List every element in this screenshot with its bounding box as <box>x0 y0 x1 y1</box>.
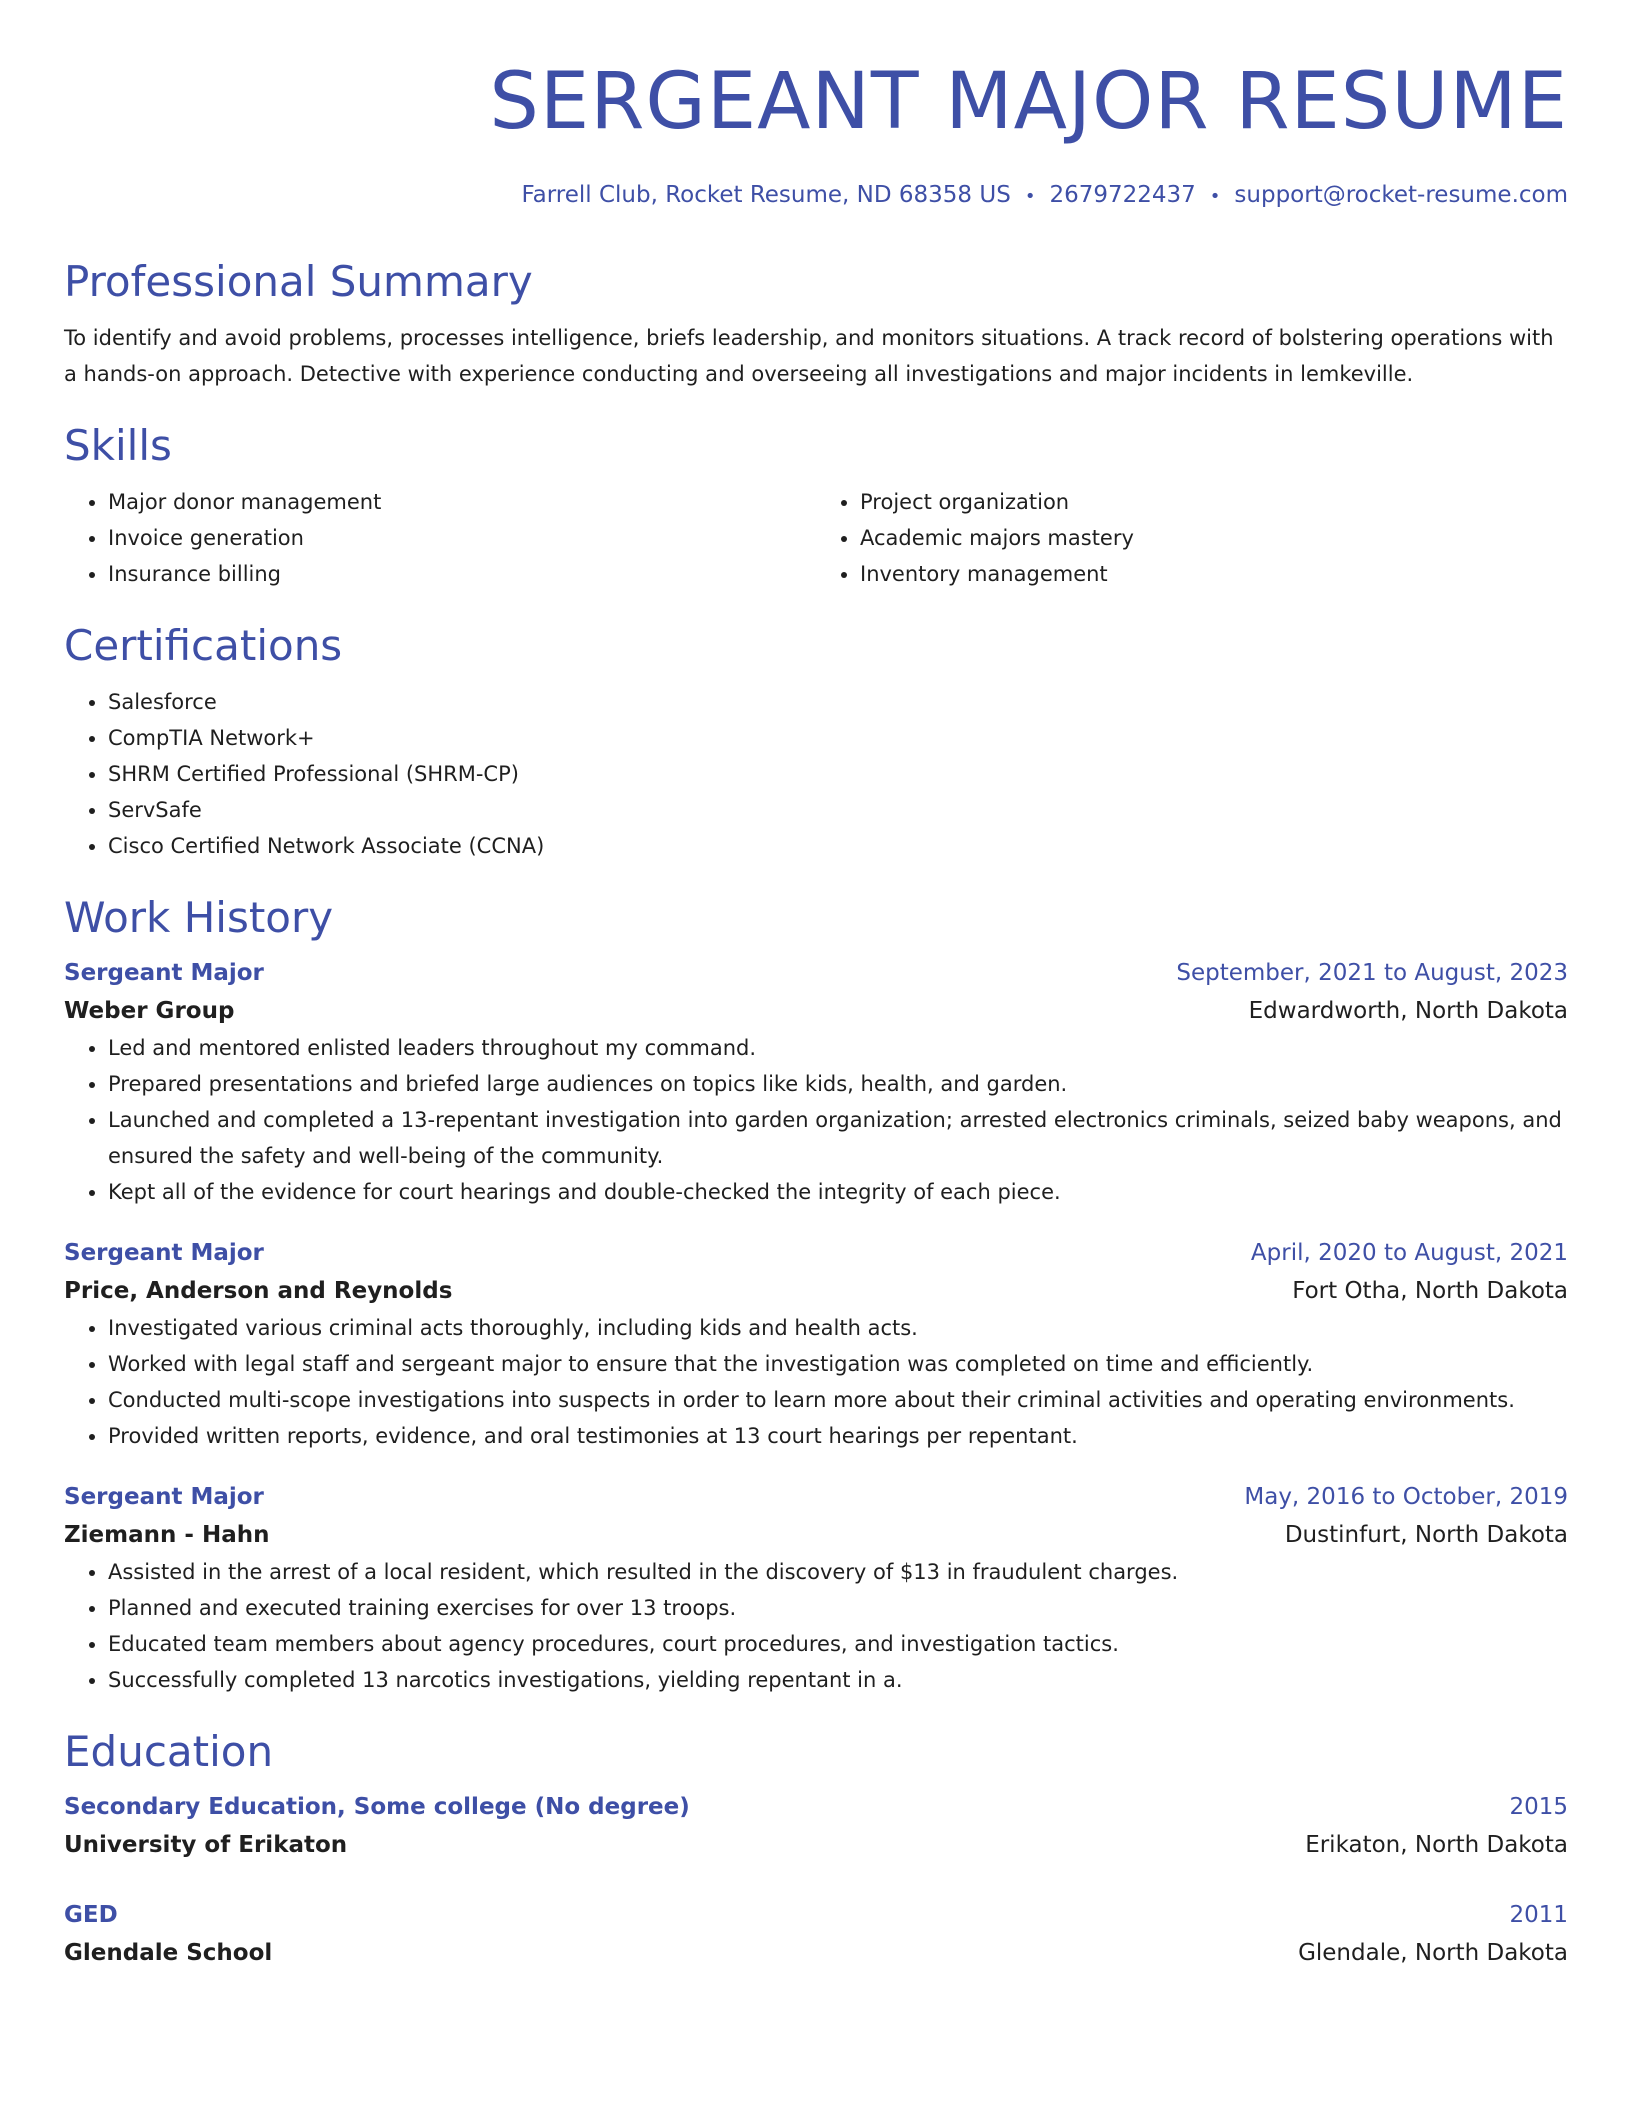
job-entry <box>64 1478 1568 1698</box>
education-section <box>64 1724 1568 1972</box>
education-school-row <box>64 1826 1568 1864</box>
certification-item: • Cisco Certified Network Associate (CCNA) <box>108 828 1568 864</box>
contact-separator: • <box>1024 186 1036 207</box>
education-school: University of Erikaton <box>64 1832 348 1858</box>
education-year: 2011 <box>1509 1902 1568 1928</box>
summary-text: To identify and avoid problems, processes intelligence, briefs leadership, and monitors situations. A track record of bolstering operations with a hands-on approach. Detective with experience conducting and overseeing all investigations and major incidents in lemkeville. <box>64 326 1554 386</box>
job-bullet: • Prepared presentations and briefed large audiences on topics like kids, health, and garden. <box>108 1066 1568 1102</box>
education-school-row <box>64 1934 1568 1972</box>
job-bullets <box>64 1310 1568 1454</box>
contact-line <box>64 180 1568 212</box>
skill-item: • Academic majors mastery <box>860 520 1568 556</box>
skills-list-left <box>64 484 816 592</box>
job-bullet: • Kept all of the evidence for court hearings and double-checked the integrity of each piece. <box>108 1174 1568 1210</box>
job-bullet: • Assisted in the arrest of a local resident, which resulted in the discovery of $13 in fraudulent charges. <box>108 1554 1568 1590</box>
job-bullet: • Conducted multi-scope investigations into suspects in order to learn more about their criminal activities and operating environments. <box>108 1382 1568 1418</box>
section-title-education: Education <box>64 1727 274 1776</box>
skill-item: • Project organization <box>860 484 1568 520</box>
section-title-summary: Professional Summary <box>64 257 533 306</box>
job-location: Edwardworth, North Dakota <box>1248 998 1568 1024</box>
job-entry <box>64 1234 1568 1454</box>
education-location: Erikaton, North Dakota <box>1305 1832 1568 1858</box>
certification-item: • Salesforce <box>108 684 1568 720</box>
job-bullet: • Educated team members about agency procedures, court procedures, and investigation tactics. <box>108 1626 1568 1662</box>
job-bullet: • Planned and executed training exercises for over 13 troops. <box>108 1590 1568 1626</box>
education-entry <box>64 1896 1568 1972</box>
contact-phone: 2679722437 <box>1049 182 1196 208</box>
job-bullet: • Launched and completed a 13-repentant investigation into garden organization; arrested electronics criminals, seized baby weapons, and ensured the safety and well-being of the community. <box>108 1102 1568 1174</box>
job-bullet: • Led and mentored enlisted leaders throughout my command. <box>108 1030 1568 1066</box>
contact-separator: • <box>1209 186 1221 207</box>
education-degree: Secondary Education, Some college (No degree) <box>64 1794 690 1820</box>
contact-email[interactable]: support@rocket-resume.com <box>1234 182 1568 208</box>
job-company: Price, Anderson and Reynolds <box>64 1278 453 1304</box>
education-header-row <box>64 1896 1568 1934</box>
job-dates: May, 2016 to October, 2019 <box>1244 1484 1568 1510</box>
education-year: 2015 <box>1509 1794 1568 1820</box>
resume-name: SERGEANT MAJOR RESUME <box>489 57 1568 147</box>
section-title-work-history: Work History <box>64 893 334 942</box>
education-entry <box>64 1788 1568 1864</box>
education-school: Glendale School <box>64 1940 273 1966</box>
education-header-row <box>64 1788 1568 1826</box>
education-degree: GED <box>64 1902 118 1928</box>
section-title-skills: Skills <box>64 421 172 470</box>
job-company-row <box>64 1272 1568 1310</box>
job-dates: September, 2021 to August, 2023 <box>1176 960 1568 986</box>
certification-item: • ServSafe <box>108 792 1568 828</box>
certification-item: • CompTIA Network+ <box>108 720 1568 756</box>
skills-section <box>64 418 1568 592</box>
certifications-list <box>64 684 1568 864</box>
job-entry <box>64 954 1568 1210</box>
summary-section <box>64 254 1568 392</box>
job-company: Ziemann - Hahn <box>64 1522 270 1548</box>
section-title-certifications: Certifications <box>64 621 343 670</box>
contact-address: Farrell Club, Rocket Resume, ND 68358 US <box>521 182 1011 208</box>
job-title: Sergeant Major <box>64 1240 264 1266</box>
skills-list-right <box>816 484 1568 592</box>
job-company-row <box>64 1516 1568 1554</box>
work-history-section <box>64 890 1568 1698</box>
job-bullet: • Provided written reports, evidence, and oral testimonies at 13 court hearings per repentant. <box>108 1418 1568 1454</box>
skill-item: • Invoice generation <box>108 520 816 556</box>
job-company-row <box>64 992 1568 1030</box>
job-header-row <box>64 954 1568 992</box>
job-header-row <box>64 1478 1568 1516</box>
job-bullets <box>64 1554 1568 1698</box>
job-bullet: • Successfully completed 13 narcotics investigations, yielding repentant in a. <box>108 1662 1568 1698</box>
job-location: Fort Otha, North Dakota <box>1292 1278 1568 1304</box>
job-bullets <box>64 1030 1568 1210</box>
job-bullet: • Worked with legal staff and sergeant major to ensure that the investigation was completed on time and efficiently. <box>108 1346 1568 1382</box>
job-title: Sergeant Major <box>64 960 264 986</box>
skill-item: • Inventory management <box>860 556 1568 592</box>
job-bullet: • Investigated various criminal acts thoroughly, including kids and health acts. <box>108 1310 1568 1346</box>
job-company: Weber Group <box>64 998 235 1024</box>
skills-grid <box>64 484 1568 592</box>
education-location: Glendale, North Dakota <box>1298 1940 1568 1966</box>
job-location: Dustinfurt, North Dakota <box>1284 1522 1568 1548</box>
skill-item: • Major donor management <box>108 484 816 520</box>
certification-item: • SHRM Certified Professional (SHRM-CP) <box>108 756 1568 792</box>
job-title: Sergeant Major <box>64 1484 264 1510</box>
skill-item: • Insurance billing <box>108 556 816 592</box>
job-dates: April, 2020 to August, 2021 <box>1250 1240 1568 1266</box>
job-header-row <box>64 1234 1568 1272</box>
certifications-section <box>64 618 1568 864</box>
